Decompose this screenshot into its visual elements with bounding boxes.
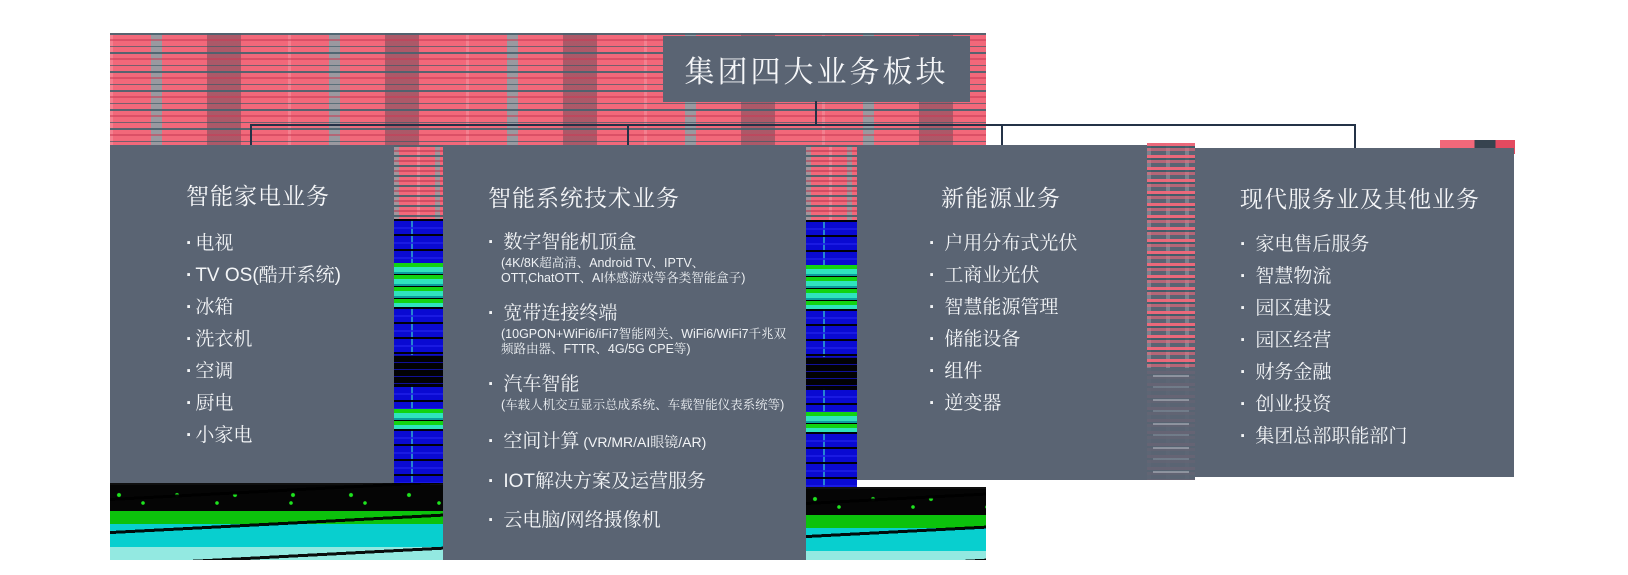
card-smart-system-tech — [443, 145, 806, 560]
list-item-label: · 厨电 — [186, 393, 233, 414]
slide-title: 集团四大业务板块 — [684, 56, 949, 89]
list-item-note: (车载人机交互显示总成系统、车载智能仪表系统等) — [501, 398, 785, 412]
connector-horizontal — [250, 124, 1356, 126]
card-item-list — [186, 233, 384, 446]
list-item-label: · 宽带连接终端 — [488, 303, 617, 324]
glitch-column-2 — [806, 145, 857, 487]
list-item-label: · 创业投资 — [1240, 394, 1331, 415]
connector-stub — [815, 101, 817, 126]
list-item — [1240, 298, 1506, 319]
glitch-segment — [394, 219, 443, 263]
glitch-segment — [806, 309, 857, 357]
list-item — [929, 265, 1139, 286]
list-item-label: · 工商业光伏 — [929, 265, 1039, 286]
glitch-segment — [806, 432, 857, 487]
list-item-label: · 空调 — [186, 361, 233, 382]
list-item-label: · 户用分布式光伏 — [929, 233, 1077, 254]
list-item-label: · 智慧能源管理 — [929, 297, 1058, 318]
list-item-note: (10GPON+WiFi6/iFi7智能网关、WiFi6/WiFi7千兆双频路由器、FTTR、4G/5G CPE等) — [501, 327, 787, 356]
list-item — [929, 233, 1139, 254]
list-item — [929, 361, 1139, 382]
list-item-label: · 财务金融 — [1240, 362, 1331, 383]
list-item-label: · 家电售后服务 — [1240, 234, 1369, 255]
list-item — [1240, 426, 1506, 447]
connector-drop — [1001, 126, 1003, 146]
list-item — [186, 425, 384, 446]
list-item — [488, 303, 792, 356]
list-item — [186, 329, 384, 350]
list-item — [488, 431, 792, 453]
glitch-segment — [394, 385, 443, 409]
list-item — [186, 265, 384, 286]
card-title: 现代服务业及其他业务 — [1240, 186, 1480, 212]
connector-drop — [627, 126, 629, 146]
list-item-label: · TV OS(酷开系统) — [186, 265, 341, 286]
list-item — [186, 297, 384, 318]
connector-drop — [1354, 126, 1356, 149]
list-item-label: · 逆变器 — [929, 393, 1001, 414]
card-title: 智能系统技术业务 — [488, 185, 680, 211]
glitch-segment — [806, 220, 857, 264]
card-title: 智能家电业务 — [186, 183, 330, 209]
list-item — [186, 361, 384, 382]
glitch-band-bottom-right — [806, 487, 986, 560]
list-item-label: · 集团总部职能部门 — [1240, 426, 1407, 447]
list-item-label: · 洗衣机 — [186, 329, 252, 350]
card-title: 新能源业务 — [941, 185, 1061, 211]
glitch-segment — [394, 307, 443, 354]
list-item-label: · 汽车智能 — [488, 374, 579, 395]
list-item-label: · 园区经营 — [1240, 330, 1331, 351]
list-item — [929, 329, 1139, 350]
connector-drop — [250, 126, 252, 146]
list-item — [186, 233, 384, 254]
list-item-suffix: (VR/MR/AI眼镜/AR) — [583, 433, 707, 450]
list-item-label: · 空间计算 — [488, 431, 579, 452]
list-item-label: · 冰箱 — [186, 297, 233, 318]
list-item — [1240, 362, 1506, 383]
list-item — [1240, 330, 1506, 351]
card-smart-appliance — [110, 145, 394, 483]
list-item-label: · 园区建设 — [1240, 298, 1331, 319]
glitch-segment — [394, 409, 443, 429]
glitch-segment — [394, 355, 443, 385]
list-item — [929, 393, 1139, 414]
list-item-label: · 小家电 — [186, 425, 252, 446]
glitch-column-3 — [1147, 143, 1195, 480]
card-modern-services — [1195, 148, 1514, 477]
list-item-label: · 数字智能机顶盒 — [488, 232, 636, 253]
list-item-label: · 智慧物流 — [1240, 266, 1331, 287]
list-item-label: · 组件 — [929, 361, 982, 382]
list-item — [929, 297, 1139, 318]
list-item — [1240, 234, 1506, 255]
card-item-list — [1240, 234, 1506, 447]
glitch-segment — [394, 145, 443, 219]
list-item-label: · 储能设备 — [929, 329, 1020, 350]
glitch-column-1 — [394, 145, 443, 483]
glitch-band-bottom-left — [110, 483, 443, 560]
card-item-list — [929, 233, 1139, 414]
list-item — [1240, 394, 1506, 415]
list-item — [488, 232, 792, 285]
glitch-segment — [806, 412, 857, 433]
glitch-segment — [394, 429, 443, 483]
glitch-segment — [806, 388, 857, 412]
card-new-energy — [857, 145, 1147, 480]
glitch-segment — [806, 357, 857, 388]
list-item-label: · 电视 — [186, 233, 233, 254]
glitch-segment — [394, 263, 443, 307]
glitch-segment — [806, 145, 857, 220]
list-item — [1240, 266, 1506, 287]
slide-title-box — [663, 36, 970, 102]
list-item — [186, 393, 384, 414]
glitch-segment — [806, 265, 857, 309]
list-item — [488, 374, 792, 413]
card-item-list — [488, 232, 792, 531]
list-item-label: · IOT解决方案及运营服务 — [488, 471, 706, 492]
list-item-note: (4K/8K超高清、Android TV、IPTV、OTT,ChatOTT、AI体感游戏等各类智能盒子) — [501, 256, 746, 285]
list-item — [488, 471, 792, 492]
list-item-label: · 云电脑/网络摄像机 — [488, 510, 661, 531]
list-item — [488, 510, 792, 531]
